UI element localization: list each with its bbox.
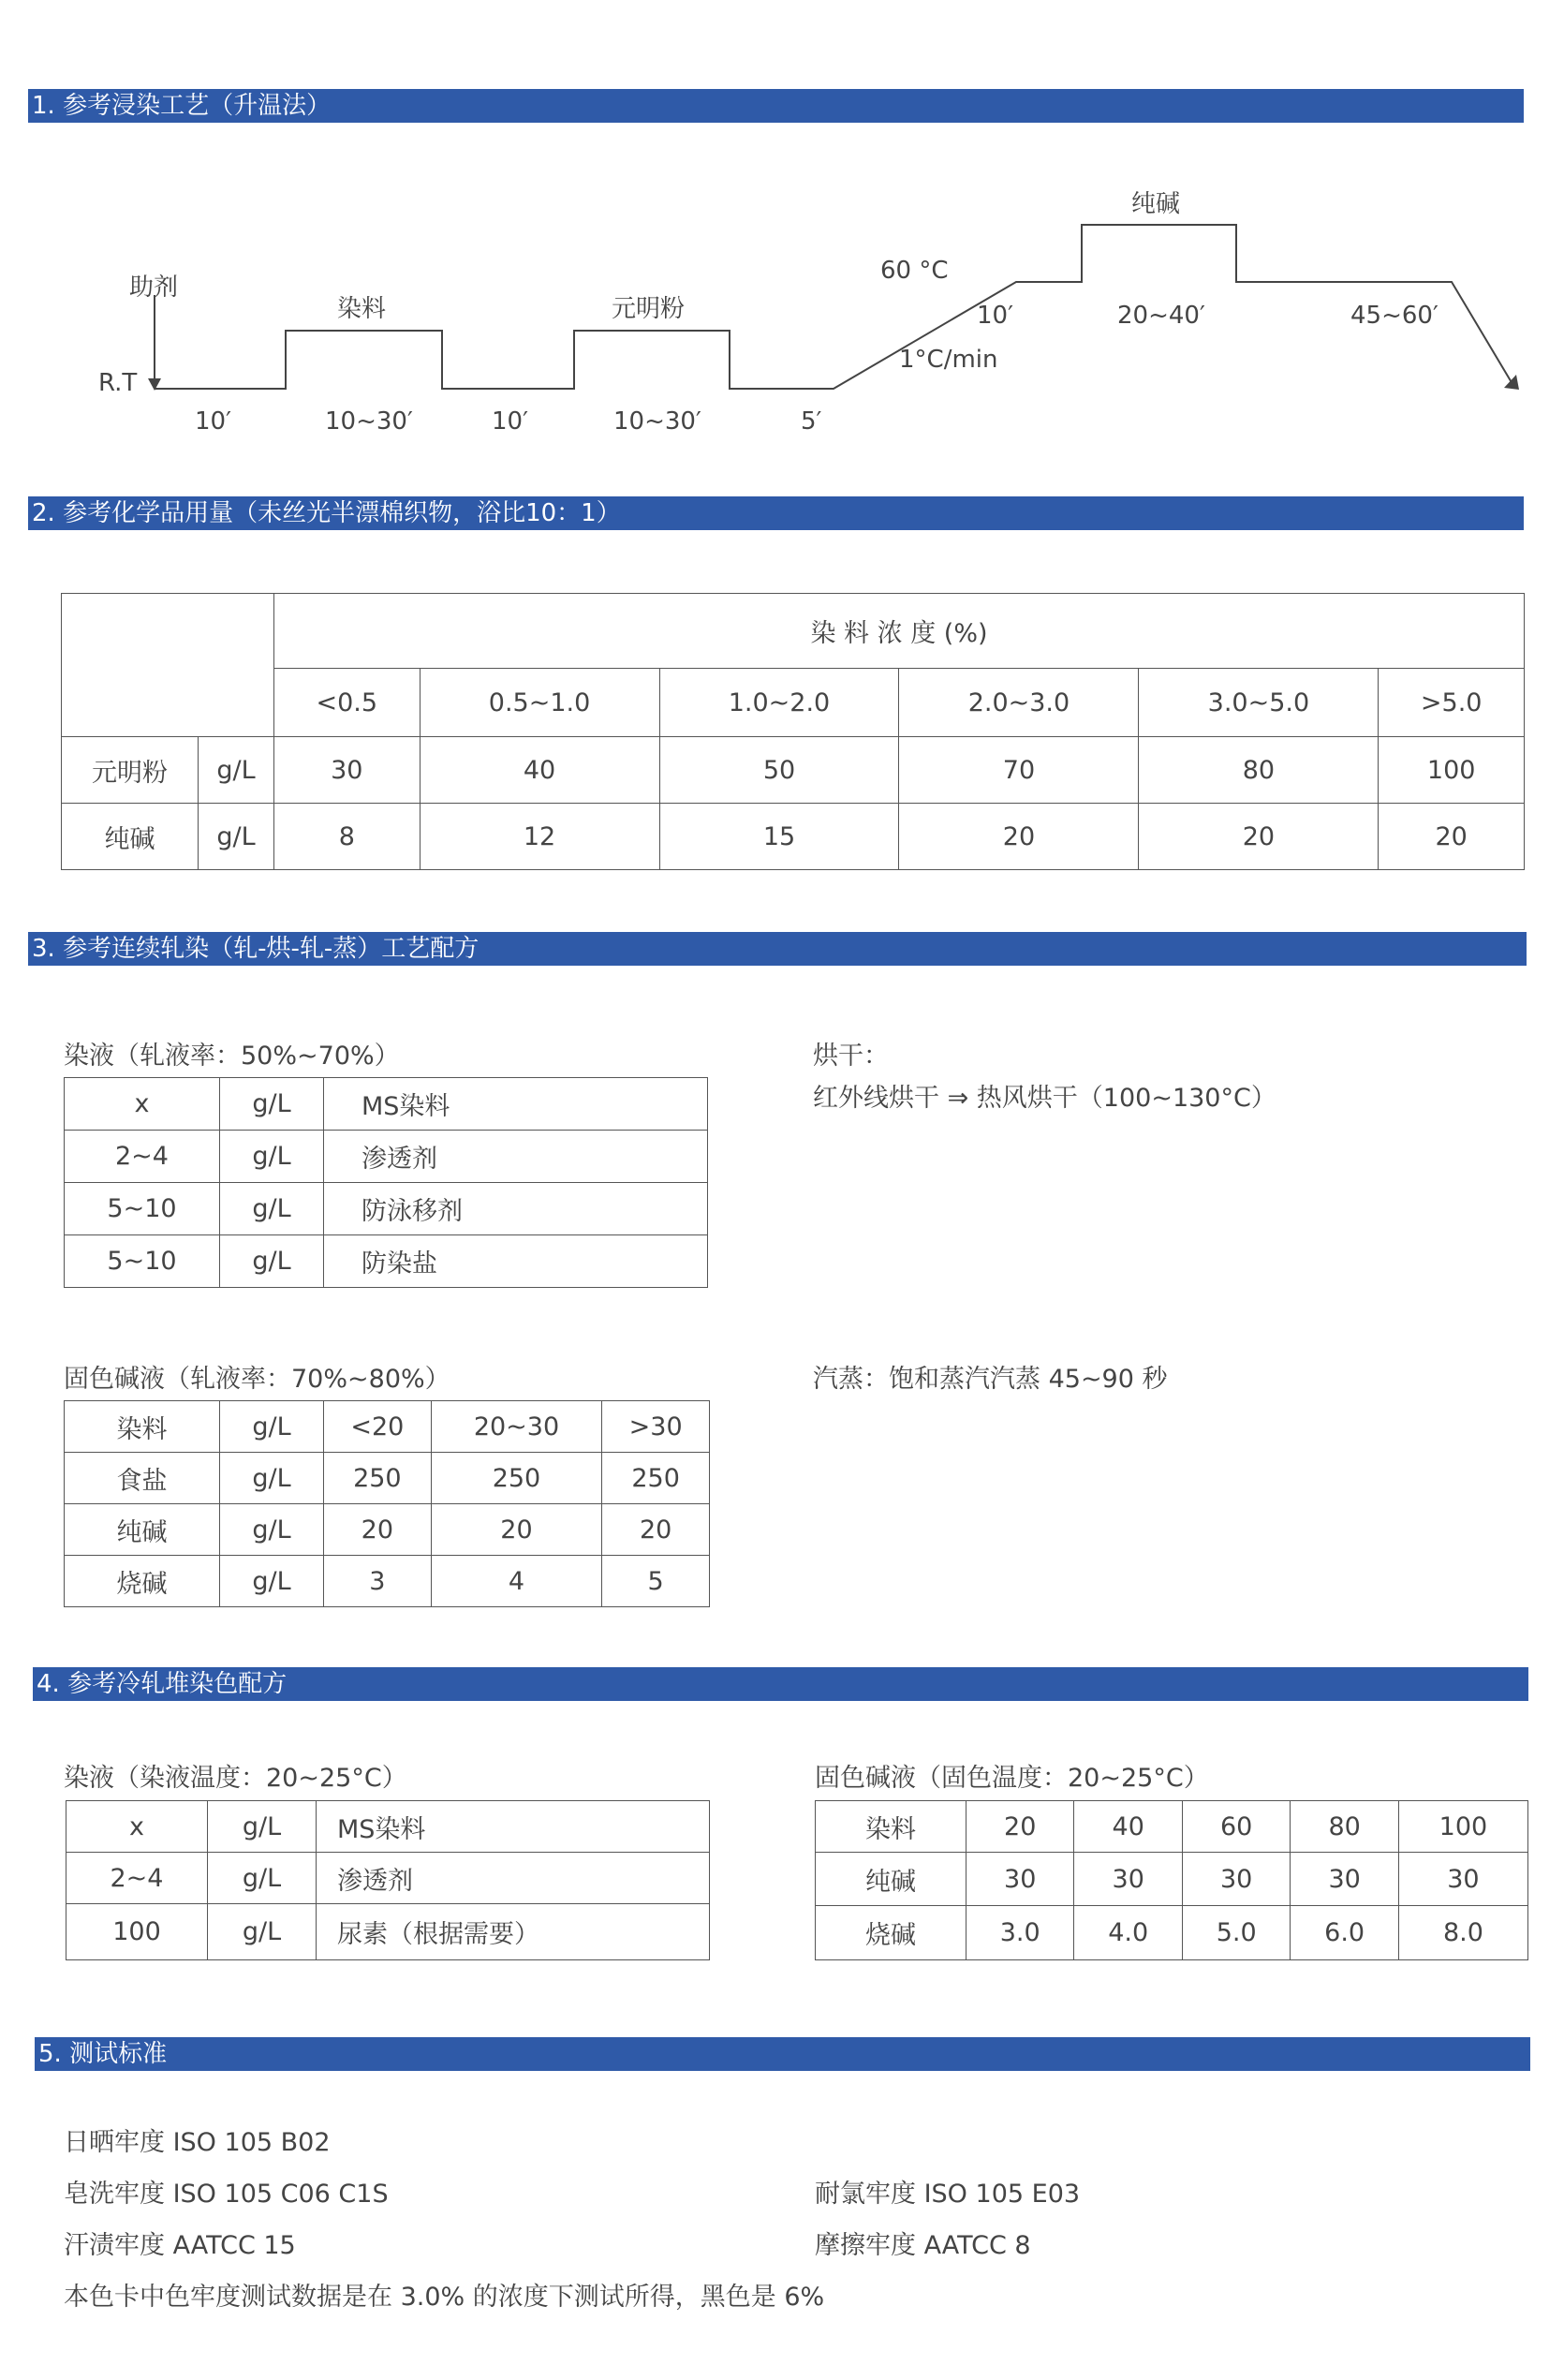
cell: 8: [274, 804, 421, 870]
cell: 12: [420, 804, 659, 870]
cell: 5~10: [65, 1183, 220, 1235]
cell: 食盐: [65, 1453, 220, 1504]
dosage-col: 3.0~5.0: [1139, 669, 1379, 737]
cell: 渗透剂: [324, 1131, 708, 1183]
time-top-2: 20~40′: [1117, 302, 1205, 330]
cell: 250: [431, 1453, 602, 1504]
cell: 250: [602, 1453, 710, 1504]
dosage-header: 染 料 浓 度 (%): [274, 594, 1525, 669]
table-row: [816, 1906, 1528, 1960]
label-rate: 1°C/min: [899, 346, 998, 374]
section-2-header: 2. 参考化学品用量（未丝光半漂棉织物，浴比10：1）: [28, 496, 1524, 530]
cell: 防泳移剂: [324, 1183, 708, 1235]
time-1: 10′: [195, 407, 231, 436]
cell: 40: [1074, 1801, 1182, 1853]
test-light: 日晒牢度 ISO 105 B02: [64, 2128, 331, 2157]
cold-dye-table: [66, 1800, 710, 1960]
dry-title: 烘干：: [813, 1042, 889, 1071]
cell: 80: [1139, 737, 1379, 804]
table-row: [66, 1853, 710, 1904]
table-row: [66, 1904, 710, 1960]
process-arrowhead: [1504, 375, 1519, 390]
cell: 20: [431, 1504, 602, 1556]
cell: >30: [602, 1401, 710, 1453]
table-row: [65, 1235, 708, 1288]
cell: 染料: [816, 1801, 966, 1853]
cell: 5~10: [65, 1235, 220, 1288]
table-row: [62, 804, 1525, 870]
cell: 4: [431, 1556, 602, 1607]
label-yuanmingfen: 元明粉: [612, 295, 686, 323]
cell: <20: [324, 1401, 432, 1453]
cell: 15: [659, 804, 899, 870]
cell: 20: [1139, 804, 1379, 870]
cell: g/L: [220, 1401, 324, 1453]
dosage-corner: [62, 594, 274, 737]
table-row: [816, 1853, 1528, 1906]
dyeing-process-diagram: [0, 150, 1564, 543]
cell: 30: [274, 737, 421, 804]
test-note: 本色卡中色牢度测试数据是在 3.0% 的浓度下测试所得，黑色是 6%: [64, 2283, 825, 2312]
section-5-header: 5. 测试标准: [35, 2037, 1530, 2071]
dosage-table: [61, 593, 1525, 870]
label-zhuji: 助剂: [129, 273, 179, 302]
table-row: [65, 1453, 710, 1504]
time-top-3: 45~60′: [1350, 302, 1439, 330]
dosage-col: 1.0~2.0: [659, 669, 899, 737]
cell: 250: [324, 1453, 432, 1504]
test-wash: 皂洗牢度 ISO 105 C06 C1S: [64, 2180, 389, 2209]
table-row: [65, 1131, 708, 1183]
pad-dye-table: [64, 1077, 708, 1288]
cold-fix-title: 固色碱液（固色温度：20~25°C）: [815, 1764, 1209, 1793]
cell: g/L: [220, 1556, 324, 1607]
cell: 2~4: [65, 1131, 220, 1183]
cell: MS染料: [317, 1801, 710, 1853]
cell: 渗透剂: [317, 1853, 710, 1904]
cell: 20: [602, 1504, 710, 1556]
label-ranliao: 染料: [337, 295, 387, 323]
time-4: 10~30′: [613, 407, 701, 436]
cell: 纯碱: [816, 1853, 966, 1906]
cell: 30: [966, 1853, 1074, 1906]
section-3-header: 3. 参考连续轧染（轧-烘-轧-蒸）工艺配方: [28, 932, 1527, 966]
cell: 5.0: [1182, 1906, 1290, 1960]
pad-dye-title: 染液（轧液率：50%~70%）: [64, 1042, 400, 1071]
time-top-1: 10′: [977, 302, 1013, 330]
cell: g/L: [220, 1504, 324, 1556]
cell: 30: [1074, 1853, 1182, 1906]
pad-fix-title: 固色碱液（轧液率：70%~80%）: [64, 1365, 450, 1394]
dosage-col: <0.5: [274, 669, 421, 737]
cell: 3.0: [966, 1906, 1074, 1960]
cell: g/L: [220, 1131, 324, 1183]
section-4-header: 4. 参考冷轧堆染色配方: [33, 1667, 1528, 1701]
cell: x: [66, 1801, 208, 1853]
cell: 30: [1182, 1853, 1290, 1906]
cell: 烧碱: [65, 1556, 220, 1607]
cell: 20: [899, 804, 1139, 870]
table-row: [65, 1183, 708, 1235]
cell: 6.0: [1291, 1906, 1398, 1960]
dosage-col: >5.0: [1379, 669, 1525, 737]
label-rt: R.T: [98, 369, 138, 397]
cell: 30: [1398, 1853, 1527, 1906]
cell: x: [65, 1078, 220, 1131]
cell: 100: [66, 1904, 208, 1960]
cell: 100: [1379, 737, 1525, 804]
label-temp: 60 °C: [880, 257, 949, 285]
row-unit: g/L: [199, 737, 274, 804]
dry-text: 红外线烘干 ⇒ 热风烘干（100~130°C）: [813, 1084, 1276, 1113]
cell: 40: [420, 737, 659, 804]
cell: 60: [1182, 1801, 1290, 1853]
cell: 4.0: [1074, 1906, 1182, 1960]
cell: 5: [602, 1556, 710, 1607]
time-5: 5′: [801, 407, 822, 436]
cell: 20: [1379, 804, 1525, 870]
cell: 20: [324, 1504, 432, 1556]
table-row: [65, 1556, 710, 1607]
dosage-col: 2.0~3.0: [899, 669, 1139, 737]
test-chlorine: 耐氯牢度 ISO 105 E03: [815, 2180, 1081, 2209]
cell: g/L: [220, 1235, 324, 1288]
cell: g/L: [208, 1801, 317, 1853]
row-unit: g/L: [199, 804, 274, 870]
cell: 20: [966, 1801, 1074, 1853]
dosage-col: 0.5~1.0: [420, 669, 659, 737]
cell: 50: [659, 737, 899, 804]
cell: MS染料: [324, 1078, 708, 1131]
row-name: 元明粉: [62, 737, 199, 804]
table-row: [65, 1401, 710, 1453]
cell: 100: [1398, 1801, 1527, 1853]
cell: 2~4: [66, 1853, 208, 1904]
cell: 防染盐: [324, 1235, 708, 1288]
cell: 30: [1291, 1853, 1398, 1906]
cell: g/L: [220, 1453, 324, 1504]
label-chunjian: 纯碱: [1131, 190, 1181, 218]
cell: 纯碱: [65, 1504, 220, 1556]
steam-text: 汽蒸：饱和蒸汽汽蒸 45~90 秒: [813, 1365, 1168, 1394]
time-3: 10′: [492, 407, 528, 436]
table-row: [62, 737, 1525, 804]
test-rub: 摩擦牢度 AATCC 8: [815, 2231, 1031, 2260]
table-row: [65, 1078, 708, 1131]
cell: 3: [324, 1556, 432, 1607]
cell: 8.0: [1398, 1906, 1527, 1960]
section-1-header: 1. 参考浸染工艺（升温法）: [28, 89, 1524, 123]
cold-fix-table: [815, 1800, 1528, 1960]
table-row: [65, 1504, 710, 1556]
table-row: [66, 1801, 710, 1853]
cell: g/L: [208, 1853, 317, 1904]
cell: 染料: [65, 1401, 220, 1453]
cell: 烧碱: [816, 1906, 966, 1960]
test-sweat: 汗渍牢度 AATCC 15: [64, 2231, 296, 2260]
cell: g/L: [220, 1183, 324, 1235]
cell: g/L: [208, 1904, 317, 1960]
time-2: 10~30′: [325, 407, 413, 436]
pad-fix-table: [64, 1400, 710, 1607]
cell: 20~30: [431, 1401, 602, 1453]
cell: g/L: [220, 1078, 324, 1131]
row-name: 纯碱: [62, 804, 199, 870]
cell: 70: [899, 737, 1139, 804]
cold-dye-title: 染液（染液温度：20~25°C）: [64, 1764, 407, 1793]
table-row: [816, 1801, 1528, 1853]
cell: 80: [1291, 1801, 1398, 1853]
cell: 尿素（根据需要）: [317, 1904, 710, 1960]
